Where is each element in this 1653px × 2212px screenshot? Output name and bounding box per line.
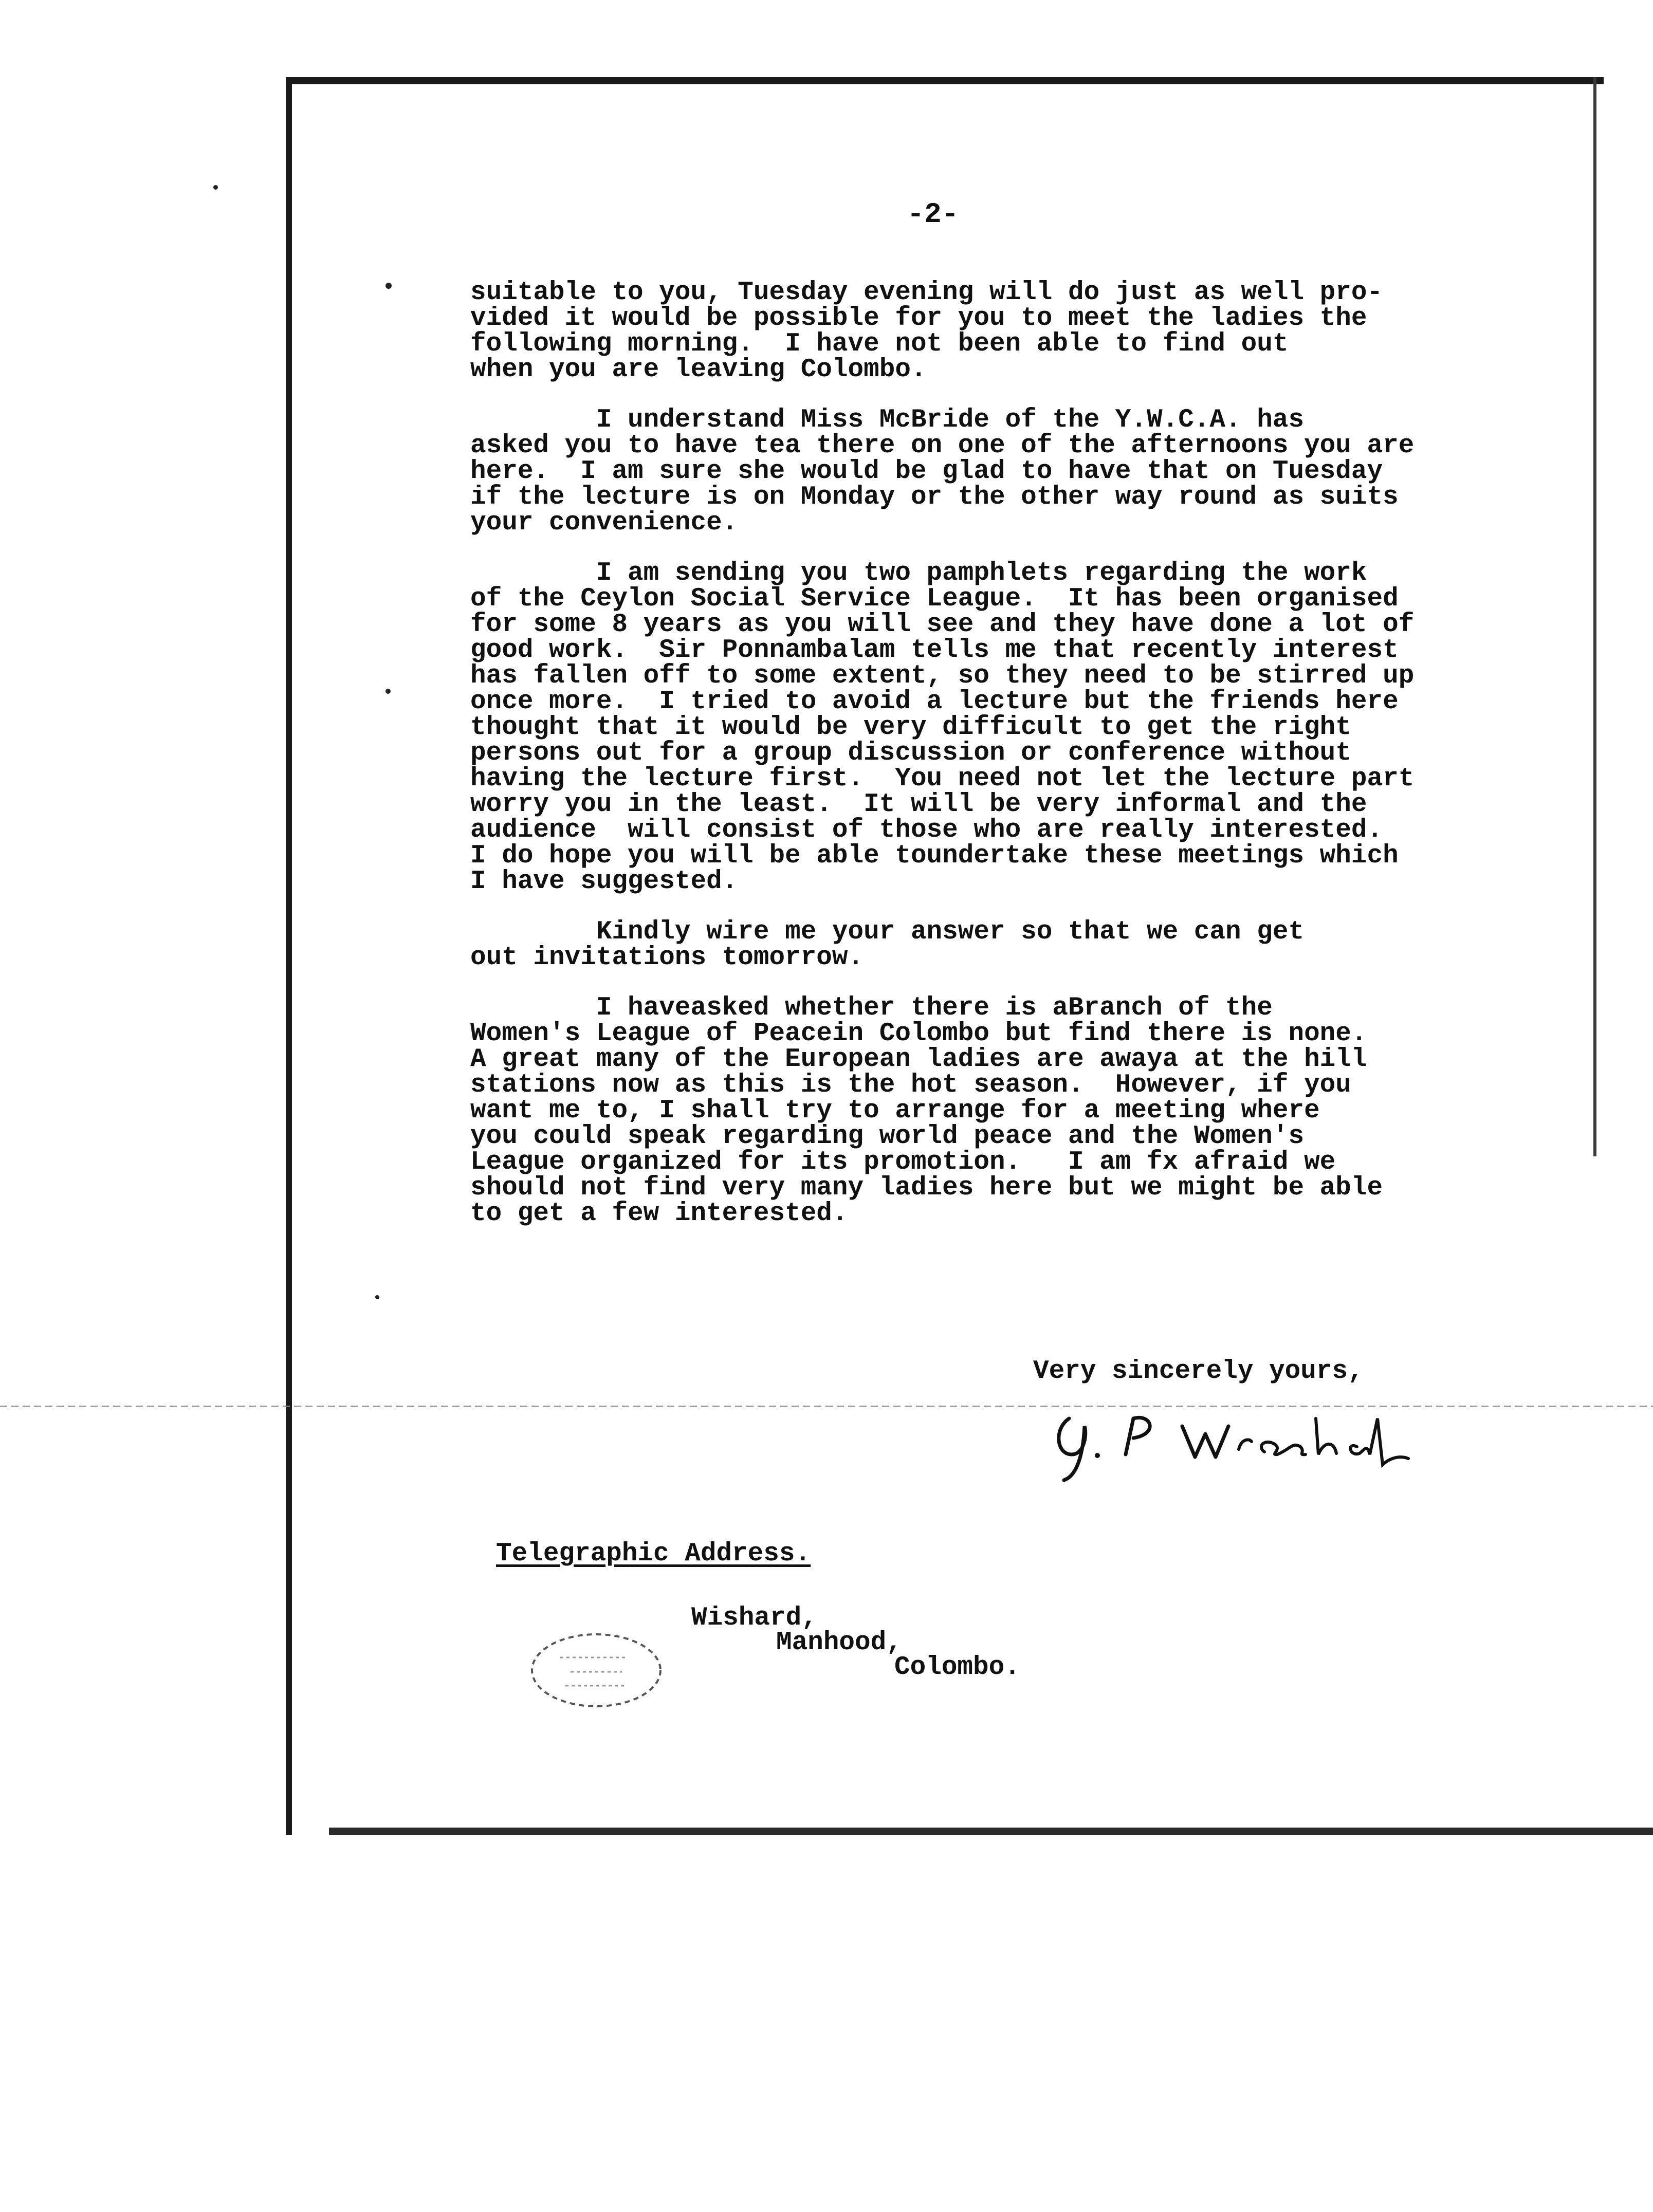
faded-stamp-icon	[524, 1627, 668, 1714]
text-line: I do hope you will be able toundertake these meetings which	[470, 841, 1399, 871]
scan-speck	[375, 1295, 379, 1299]
text-line: should not find very many ladies here but we might be able	[470, 1173, 1383, 1203]
text-line: League organized for its promotion. I am fx afraid we	[470, 1148, 1336, 1177]
text-line: Women's League of Peacein Colombo but find there is none.	[470, 1019, 1367, 1048]
text-line: want me to, I shall try to arrange for a meeting where	[470, 1096, 1320, 1126]
text-line: to get a few interested.	[470, 1199, 848, 1228]
text-line: I am sending you two pamphlets regarding the work	[470, 559, 1367, 588]
text-line: stations now as this is the hot season. However, if you	[470, 1071, 1351, 1100]
text-line: here. I am sure she would be glad to have that on Tuesday	[470, 457, 1383, 486]
paragraph-3	[470, 561, 1509, 895]
telegraphic-address-heading: Telegraphic Address.	[496, 1539, 811, 1569]
page-number: -2-	[907, 198, 959, 231]
text-line: Kindly wire me your answer so that we can get	[470, 917, 1305, 947]
text-line: good work. Sir Ponnambalam tells me that recently interest	[470, 636, 1399, 665]
address-line: Wishard,	[691, 1603, 817, 1633]
address-line: Colombo.	[894, 1653, 1020, 1682]
page-edge-bottom	[329, 1828, 1653, 1835]
text-line: persons out for a group discussion or conference without	[470, 739, 1351, 768]
paragraph-4	[470, 919, 1509, 971]
paragraph-2	[470, 405, 1509, 538]
text-line: I have suggested.	[470, 867, 738, 896]
closing-salutation: Very sincerely yours,	[1033, 1357, 1364, 1386]
text-line: out invitations tomorrow.	[470, 943, 864, 972]
page-edge-right	[1593, 77, 1596, 1156]
text-line: you could speak regarding world peace and the Women's	[470, 1122, 1305, 1151]
text-line: worry you in the least. It will be very informal and the	[470, 790, 1367, 819]
text-line: suitable to you, Tuesday evening will do just as well pro-	[470, 278, 1383, 307]
text-line: if the lecture is on Monday or the other way round as suits	[470, 483, 1399, 512]
scan-speck	[213, 185, 218, 190]
scan-speck	[385, 283, 392, 289]
text-line: once more. I tried to avoid a lecture but the friends here	[470, 687, 1399, 716]
text-line: of the Ceylon Social Service League. It has been organised	[470, 584, 1399, 614]
page-edge-left	[286, 77, 292, 1835]
text-line: having the lecture first. You need not let the lecture part	[470, 764, 1415, 794]
text-line: I understand Miss McBride of the Y.W.C.A. has	[470, 405, 1305, 435]
text-line: thought that it would be very difficult to get the right	[470, 713, 1351, 742]
address-line: Manhood,	[776, 1628, 902, 1657]
page-edge-top	[288, 77, 1604, 84]
scan-speck	[385, 689, 391, 694]
text-line: I haveasked whether there is aBranch of the	[470, 993, 1273, 1023]
paragraph-1	[470, 280, 1509, 383]
handwritten-signature	[1049, 1398, 1419, 1485]
text-line: A great many of the European ladies are awaya at the hill	[470, 1045, 1367, 1074]
letter-body	[470, 280, 1509, 1251]
text-line: for some 8 years as you will see and they have done a lot of	[470, 610, 1415, 639]
text-line: following morning. I have not been able to find out	[470, 329, 1289, 359]
text-line: your convenience.	[470, 508, 738, 538]
text-line: has fallen off to some extent, so they need to be stirred up	[470, 661, 1415, 691]
text-line: audience will consist of those who are really interested.	[470, 816, 1383, 845]
text-line: asked you to have tea there on one of the afternoons you are	[470, 431, 1415, 460]
paragraph-5	[470, 993, 1509, 1228]
text-line: vided it would be possible for you to meet the ladies the	[470, 304, 1367, 333]
text-line: when you are leaving Colombo.	[470, 355, 927, 384]
